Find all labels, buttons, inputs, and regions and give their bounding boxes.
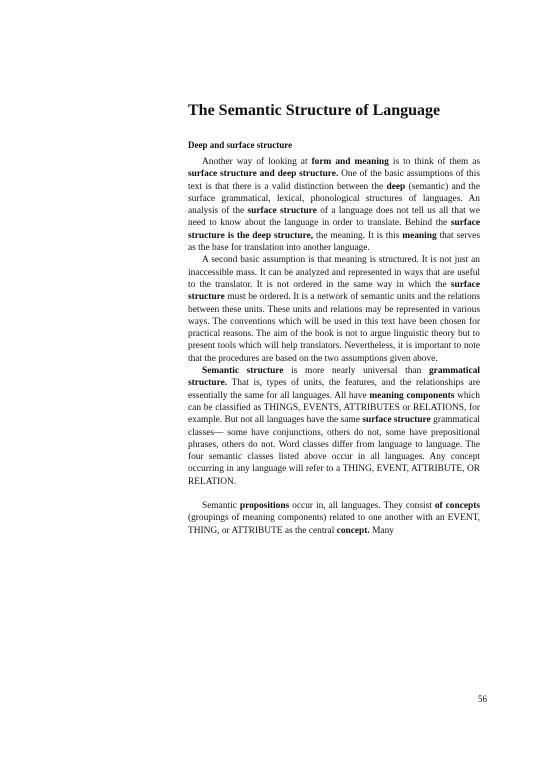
bold-term: meaning [402,230,437,241]
bold-term: surface structure [188,279,480,303]
page-number: 56 [478,694,487,704]
page-title: The Semantic Structure of Language [188,102,441,119]
bold-term: propositions [239,501,290,512]
paragraph: Semantic structure is more nearly universal than grammatical structure. That is, types of units, the features, and the relationships are essentially the same for all languages. All have meaning components which can be classified as THINGS, EVENTS, ATTRIBUTES or RELATIONS, for example. But not all languages have the same surface structure grammatical classes— some have conjunctions, others do not, some have prepositional phrases, others do not. Word classes differ from language to language. The four semantic classes listed above occur in all languages. Any concept occurring in any language will refer to a THING, EVENT, ATTRIBUTE, OR RELATION. [188,366,480,487]
paragraph: Semantic propositions occur in, all languages. They consist of concepts (groupings of meaning components) related to one another with an EVENT, THING, or ATTRIBUTE as the central concept. Many [188,501,480,536]
bold-term: meaning components [369,390,455,401]
bold-term: surface structure and deep structure. [188,169,339,180]
bold-term: concept. [336,525,370,536]
bold-term: of concepts [434,501,480,512]
bold-term: deep [386,181,406,192]
bold-term: surface structure is the deep structure, [188,218,480,241]
bold-term: form and meaning [311,157,389,167]
body-text [188,156,480,537]
bold-term: Semantic structure [202,366,284,377]
bold-term: surface structure [247,206,317,217]
paragraph: A second basic assumption is that meaning is structured. It is not just an inaccessible mass. It can be analyzed and represented in ways that are useful to the translator. It is not ordered in the same way in which the surface structure must be ordered. It is a network of semantic units and the relations between these units. These units and relations may be represented in various ways. The conventions which will be used in this text have been chosen for practical reasons. The aim of the book is not to argue linguistic theory but to present tools which will help translators. Nevertheless, it is important to note that the procedures are based on the two assumptions given above. [188,255,480,364]
section-heading: Deep and surface structure [188,140,293,150]
paragraph: Another way of looking at form and meaning is to think of them as surface structure and deep structure. One of the basic assumptions of this text is that there is a valid distinction between the deep (semantic) and the surface grammatical, lexical, phonological structures of languages. An analysis of the surface structure of a language does not tell us all that we need to know about the language in order to translate. Behind the surface structure is the deep structure, the meaning. It is this meaning that serves as the base for translation into another language. [188,157,481,254]
bold-term: surface structure [362,415,431,426]
bold-term: grammatical structure. [188,366,480,389]
